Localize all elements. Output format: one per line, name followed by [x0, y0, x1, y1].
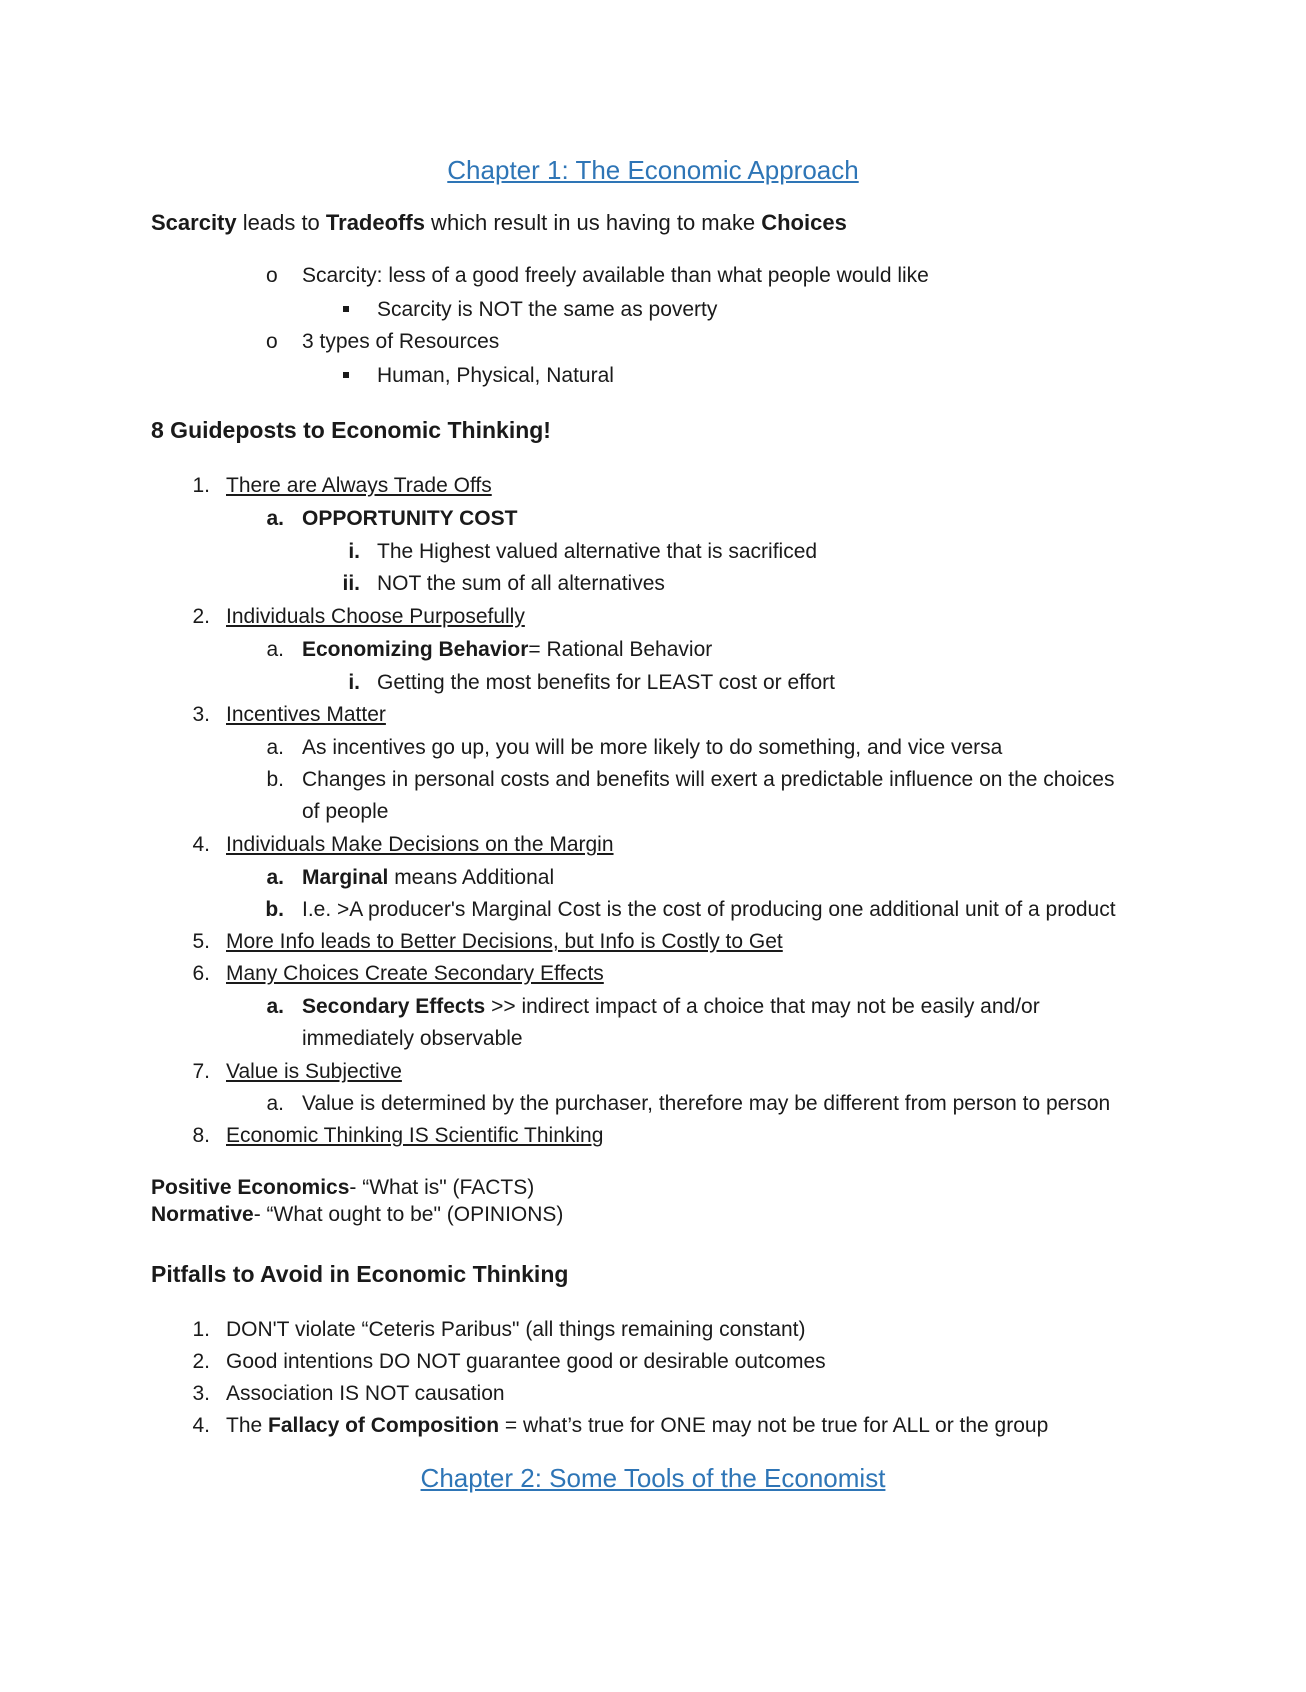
- list-number: 7.: [192, 1060, 210, 1083]
- list-number: 2.: [192, 605, 210, 628]
- positive-economics: [151, 1174, 534, 1202]
- chapter1-title: Chapter 1: The Economic Approach: [447, 155, 859, 185]
- resources-list: Human, Physical, Natural: [377, 364, 614, 387]
- positive-term: Positive Economics: [151, 1176, 350, 1199]
- guidepost-3: Incentives Matter: [226, 703, 386, 726]
- list-letter: a.: [266, 1092, 284, 1115]
- list-letter: a.: [266, 866, 284, 889]
- normative-def: - “What ought to be" (OPINIONS): [253, 1203, 564, 1226]
- opportunity-cost-def: The Highest valued alternative that is sacrificed: [377, 540, 818, 563]
- secondary-effects-term: Secondary Effects: [302, 995, 486, 1018]
- intro-text-1: leads to: [236, 210, 326, 235]
- pitfalls-heading: Pitfalls to Avoid in Economic Thinking: [151, 1261, 569, 1287]
- secondary-effects: [302, 993, 1040, 1021]
- incentives-b-cont: of people: [302, 800, 389, 823]
- list-roman: ii.: [342, 572, 360, 595]
- intro-line: [151, 209, 847, 237]
- list-number: 8.: [192, 1124, 210, 1147]
- list-roman: i.: [348, 540, 360, 563]
- resources-types: 3 types of Resources: [302, 330, 500, 353]
- economizing-def: = Rational Behavior: [528, 638, 713, 661]
- economizing-detail: Getting the most benefits for LEAST cost or effort: [377, 671, 835, 694]
- pitfall-3: Association IS NOT causation: [226, 1382, 505, 1405]
- pitfall-2: Good intentions DO NOT guarantee good or desirable outcomes: [226, 1350, 826, 1373]
- pitfall-4-text: = what’s true for ONE may not be true for ALL or the group: [499, 1414, 1049, 1437]
- guidepost-4: Individuals Make Decisions on the Margin: [226, 833, 614, 856]
- pitfall-1: DON'T violate “Ceteris Paribus" (all things remaining constant): [226, 1318, 806, 1341]
- incentives-a: As incentives go up, you will be more likely to do something, and vice versa: [302, 736, 1003, 759]
- marginal-term: Marginal: [302, 866, 389, 889]
- list-number: 2.: [192, 1350, 210, 1373]
- list-letter: a.: [266, 638, 284, 661]
- choices-term: Choices: [761, 210, 847, 235]
- fallacy-term: Fallacy of Composition: [268, 1414, 500, 1437]
- bullet-marker: o: [266, 264, 278, 287]
- list-number: 4.: [192, 833, 210, 856]
- opportunity-cost-note: NOT the sum of all alternatives: [377, 572, 665, 595]
- scarcity-definition: Scarcity: less of a good freely available than what people would like: [302, 264, 929, 287]
- marginal-def: [302, 864, 554, 892]
- guideposts-heading: 8 Guideposts to Economic Thinking!: [151, 417, 551, 443]
- bullet-marker: o: [266, 330, 278, 353]
- square-bullet-icon: [343, 372, 349, 378]
- secondary-effects-cont: immediately observable: [302, 1027, 523, 1050]
- economizing-term: Economizing Behavior: [302, 638, 529, 661]
- guidepost-1: There are Always Trade Offs: [226, 474, 492, 497]
- value-subjective-def: Value is determined by the purchaser, therefore may be different from person to person: [302, 1092, 1111, 1115]
- list-number: 4.: [192, 1414, 210, 1437]
- guidepost-5: More Info leads to Better Decisions, but Info is Costly to Get: [226, 930, 783, 953]
- marginal-text: means Additional: [388, 866, 555, 889]
- list-letter: a.: [266, 995, 284, 1018]
- list-number: 1.: [192, 474, 210, 497]
- guidepost-6: Many Choices Create Secondary Effects: [226, 962, 604, 985]
- list-number: 1.: [192, 1318, 210, 1341]
- list-letter: b.: [266, 768, 284, 791]
- list-letter: b.: [265, 898, 284, 921]
- guidepost-2: Individuals Choose Purposefully: [226, 605, 525, 628]
- list-number: 3.: [192, 1382, 210, 1405]
- positive-def: - “What is" (FACTS): [349, 1176, 535, 1199]
- list-number: 5.: [192, 930, 210, 953]
- square-bullet-icon: [343, 306, 349, 312]
- list-letter: a.: [266, 736, 284, 759]
- pitfall-4-pre: The: [226, 1414, 269, 1437]
- marginal-example: I.e. >A producer's Marginal Cost is the cost of producing one additional unit of a product: [302, 898, 1116, 921]
- secondary-effects-text: >> indirect impact of a choice that may not be easily and/or: [485, 995, 1040, 1018]
- list-roman: i.: [348, 671, 360, 694]
- incentives-b: Changes in personal costs and benefits will exert a predictable influence on the choices: [302, 768, 1115, 791]
- list-letter: a.: [266, 507, 284, 530]
- chapter2-title: Chapter 2: Some Tools of the Economist: [420, 1463, 886, 1493]
- tradeoffs-term: Tradeoffs: [325, 210, 425, 235]
- normative-economics: [151, 1201, 563, 1229]
- scarcity-poverty: Scarcity is NOT the same as poverty: [377, 298, 718, 321]
- economizing-behavior: [302, 636, 712, 664]
- opportunity-cost: OPPORTUNITY COST: [302, 507, 518, 530]
- normative-term: Normative: [151, 1203, 254, 1226]
- intro-text-2: which result in us having to make: [424, 210, 762, 235]
- pitfall-4: [226, 1412, 1048, 1440]
- guidepost-8: Economic Thinking IS Scientific Thinking: [226, 1124, 604, 1147]
- scarcity-term: Scarcity: [151, 210, 237, 235]
- list-number: 6.: [192, 962, 210, 985]
- guidepost-7: Value is Subjective: [226, 1060, 402, 1083]
- list-number: 3.: [192, 703, 210, 726]
